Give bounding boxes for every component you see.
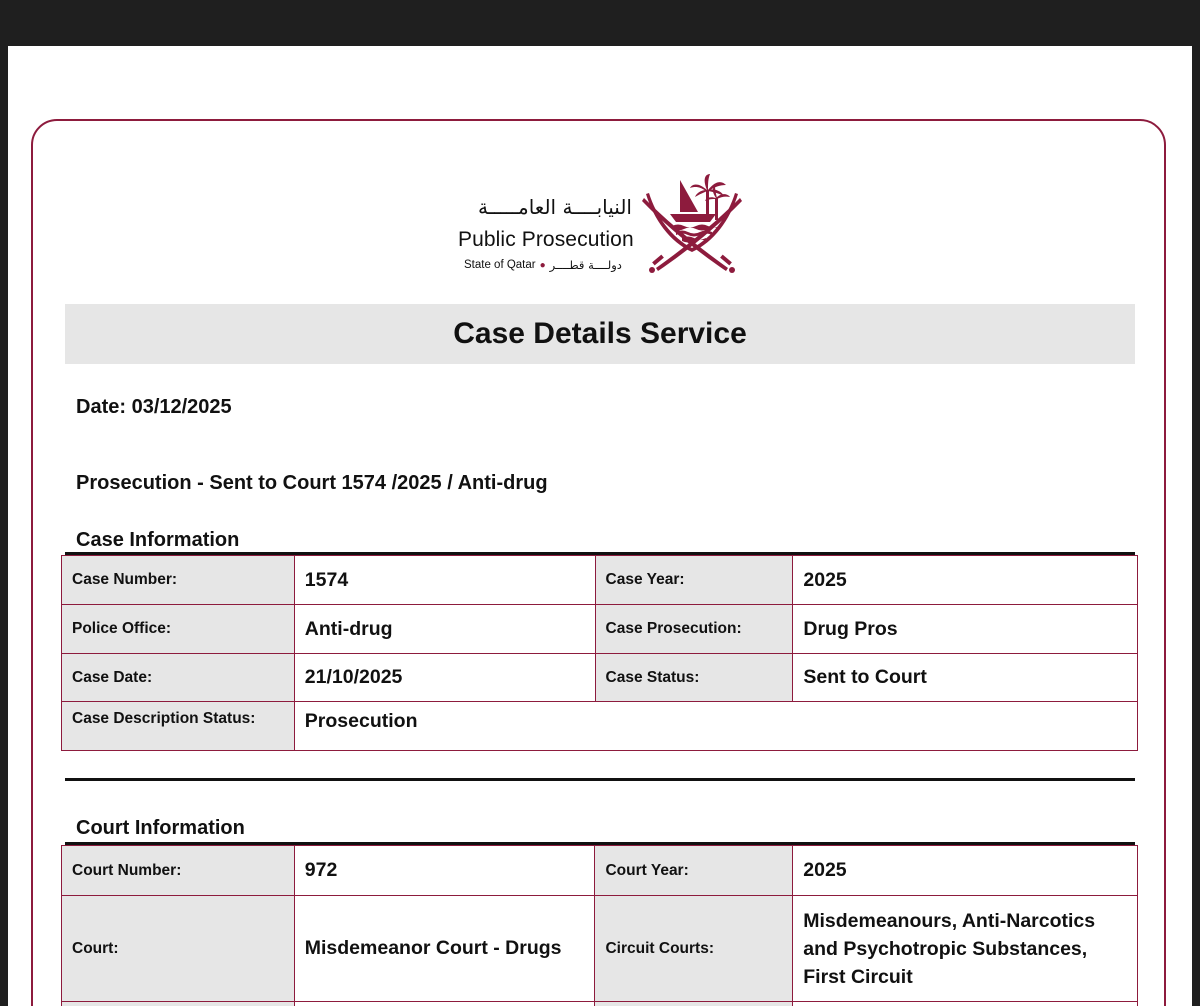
table-row xyxy=(62,702,1138,751)
next-row-value-cell xyxy=(793,1002,1138,1006)
court-year-value: 2025 xyxy=(793,846,1138,896)
next-row-label-cell xyxy=(62,1002,295,1006)
table-row xyxy=(62,846,1138,896)
table-row xyxy=(62,654,1138,702)
next-row-label-cell xyxy=(595,1002,793,1006)
document-date: Date: 03/12/2025 xyxy=(76,396,232,418)
case-prosecution-value: Drug Pros xyxy=(793,605,1138,654)
table-row xyxy=(62,605,1138,654)
case-description-status-label: Case Description Status: xyxy=(62,702,295,751)
court-number-value: 972 xyxy=(294,846,595,896)
court-number-label: Court Number: xyxy=(62,846,295,896)
case-year-label: Case Year: xyxy=(595,556,793,605)
case-prosecution-label: Case Prosecution: xyxy=(595,605,793,654)
qatar-emblem-icon xyxy=(640,168,744,274)
court-label: Court: xyxy=(62,896,295,1002)
section-divider xyxy=(65,778,1135,781)
case-summary-line: Prosecution - Sent to Court 1574 /2025 / Anti-drug xyxy=(76,472,548,494)
case-number-value: 1574 xyxy=(294,556,595,605)
police-office-label: Police Office: xyxy=(62,605,295,654)
state-line xyxy=(464,258,622,272)
case-information-table xyxy=(61,555,1138,751)
document-title: Case Details Service xyxy=(453,317,747,350)
next-row-value-cell xyxy=(294,1002,595,1006)
court-year-label: Court Year: xyxy=(595,846,793,896)
title-band xyxy=(65,304,1135,364)
court-value: Misdemeanor Court - Drugs xyxy=(294,896,595,1002)
court-information-table xyxy=(61,845,1138,1006)
case-date-label: Case Date: xyxy=(62,654,295,702)
table-row xyxy=(62,896,1138,1002)
case-number-label: Case Number: xyxy=(62,556,295,605)
state-name-arabic: دولــــة قطــــر xyxy=(549,258,622,272)
court-information-heading: Court Information xyxy=(76,817,245,839)
circuit-courts-label: Circuit Courts: xyxy=(595,896,793,1002)
org-name-arabic: النيابــــة العامـــــة xyxy=(477,195,632,219)
separator-dot-icon: ● xyxy=(539,259,546,271)
state-name-english: State of Qatar xyxy=(464,259,536,271)
case-description-status-value: Prosecution xyxy=(294,702,1137,751)
circuit-courts-value: Misdemeanours, Anti-Narcotics and Psychotropic Substances, First Circuit xyxy=(793,896,1138,1002)
police-office-value: Anti-drug xyxy=(294,605,595,654)
case-information-heading: Case Information xyxy=(76,529,240,551)
table-row xyxy=(62,1002,1138,1006)
case-status-label: Case Status: xyxy=(595,654,793,702)
case-status-value: Sent to Court xyxy=(793,654,1138,702)
table-row xyxy=(62,556,1138,605)
org-name-english: Public Prosecution xyxy=(458,228,634,251)
case-date-value: 21/10/2025 xyxy=(294,654,595,702)
case-year-value: 2025 xyxy=(793,556,1138,605)
